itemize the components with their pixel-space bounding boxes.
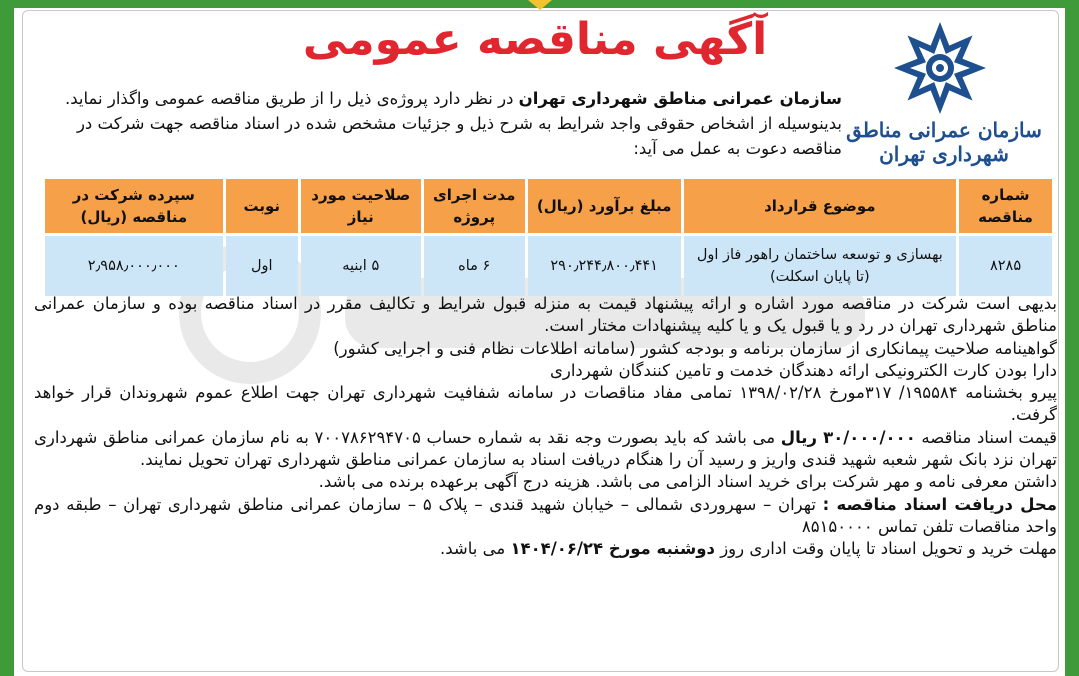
paragraph-location [34, 494, 1057, 539]
location-address: تهران – سهروردی شمالی – خیابان شهید قندی – پلاک ۵ – سازمان عمرانی مناطق شهرداری تهران – طبقه دوم واحد مناقصات تلفن تماس ۸۵۱۵۰۰۰۰ [34, 494, 1057, 536]
table-row [45, 236, 1052, 296]
header-duration: مدت اجرای پروژه [424, 179, 525, 233]
header-deposit: سپرده شرکت در مناقصه (ریال) [45, 179, 223, 233]
paragraph-deadline [34, 538, 1057, 560]
logo-caption: سازمان عمرانی مناطق شهرداری تهران [846, 118, 1042, 166]
cell-contract-subject: بهسازی و توسعه ساختمان راهور فاز اول (تا پایان اسکلت) [684, 236, 957, 296]
header-tender-number: شماره مناقصه [959, 179, 1052, 233]
left-border [0, 0, 14, 676]
organization-name: سازمان عمرانی مناطق شهرداری تهران [518, 89, 842, 108]
page-title: آگهی مناقصه عمومی [302, 14, 768, 65]
header-round: نوبت [226, 179, 298, 233]
top-marker [528, 0, 552, 10]
cell-qualification: ۵ ابنیه [301, 236, 421, 296]
header-qualification: صلاحیت مورد نیاز [301, 179, 421, 233]
cell-deposit: ۲٫۹۵۸٫۰۰۰٫۰۰۰ [45, 236, 223, 296]
organization-logo-icon [885, 18, 995, 118]
paragraph-certificate: گواهینامه صلاحیت پیمانکاری از سازمان برنامه و بودجه کشور (سامانه اطلاعات نظام فنی و اجرایی کشور) [333, 338, 1057, 358]
header-contract-subject: موضوع قرارداد [684, 179, 957, 233]
price-prefix: قیمت اسناد مناقصه [915, 427, 1057, 447]
location-label: محل دریافت اسناد مناقصه : [822, 494, 1057, 514]
notice-body [34, 293, 1057, 561]
paragraph-price [34, 427, 1057, 472]
intro-paragraph [42, 86, 842, 161]
right-border [1065, 0, 1079, 676]
price-details: می باشد که باید بصورت وجه نقد به شماره حساب ۷۰۰۷۸۶۲۹۴۷۰۵ به نام سازمان عمرانی مناطق شهرداری تهران نزد بانک شهر شعبه شهید قندی واریز و رسید آن را هنگام دریافت اسناد به سازمان عمرانی مناطق شهرداری تهران تحویل نمایند. [34, 427, 1057, 470]
paragraph-conditions: بدیهی است شرکت در مناقصه مورد اشاره و ارائه پیشنهاد قیمت به منزله قبول شرایط و تکالیف مقرر در اسناد مناقصه بوده و سازمان عمرانی مناطق شهرداری تهران در رد و یا قبول یک و یا کلیه پیشنهادات مختار است. [34, 294, 1057, 336]
cell-tender-number: ۸۲۸۵ [959, 236, 1052, 296]
paragraph-card: دارا بودن کارت الکترونیکی ارائه دهندگان خدمت و تامین کنندگان شهرداری [549, 360, 1057, 380]
cell-estimated-amount: ۲۹۰٫۲۴۴٫۸۰۰٫۴۴۱ [528, 236, 681, 296]
deadline-date: دوشنبه مورخ ۱۴۰۴/۰۶/۲۴ [510, 539, 715, 559]
deadline-suffix: می باشد. [440, 539, 511, 559]
cell-duration: ۶ ماه [424, 236, 525, 296]
header-estimated-amount: مبلغ برآورد (ریال) [528, 179, 681, 233]
deadline-prefix: مهلت خرید و تحویل اسناد تا پایان وقت اداری روز [714, 539, 1057, 559]
cell-round: اول [226, 236, 298, 296]
tender-table [42, 176, 1055, 299]
paragraph-circular: پیرو بخشنامه ۱۹۵۵۸۴/ ۳۱۷مورخ ۱۳۹۸/۰۲/۲۸ تمامی مفاد مناقصات در سامانه شفافیت شهرداری تهران جهت اطلاع عموم شهروندان قرار خواهد گرفت. [34, 383, 1058, 425]
paragraph-introduction-letter: داشتن معرفی نامه و مهر شرکت برای خرید اسناد الزامی می باشد. هزینه درج آگهی برعهده برنده می باشد. [318, 472, 1057, 492]
document-price: ۳۰/۰۰۰/۰۰۰ ریال [780, 427, 916, 447]
table-header-row [45, 179, 1052, 233]
intro-text: در نظر دارد پروژه‌ی ذیل را از طریق مناقصه عمومی واگذار نماید. بدینوسیله از اشخاص حقوقی واجد شرایط به شرح ذیل و جزئیات مشخص شده در اسناد مناقصه جهت شرکت در مناقصه دعوت به عمل می آید: [64, 89, 842, 158]
